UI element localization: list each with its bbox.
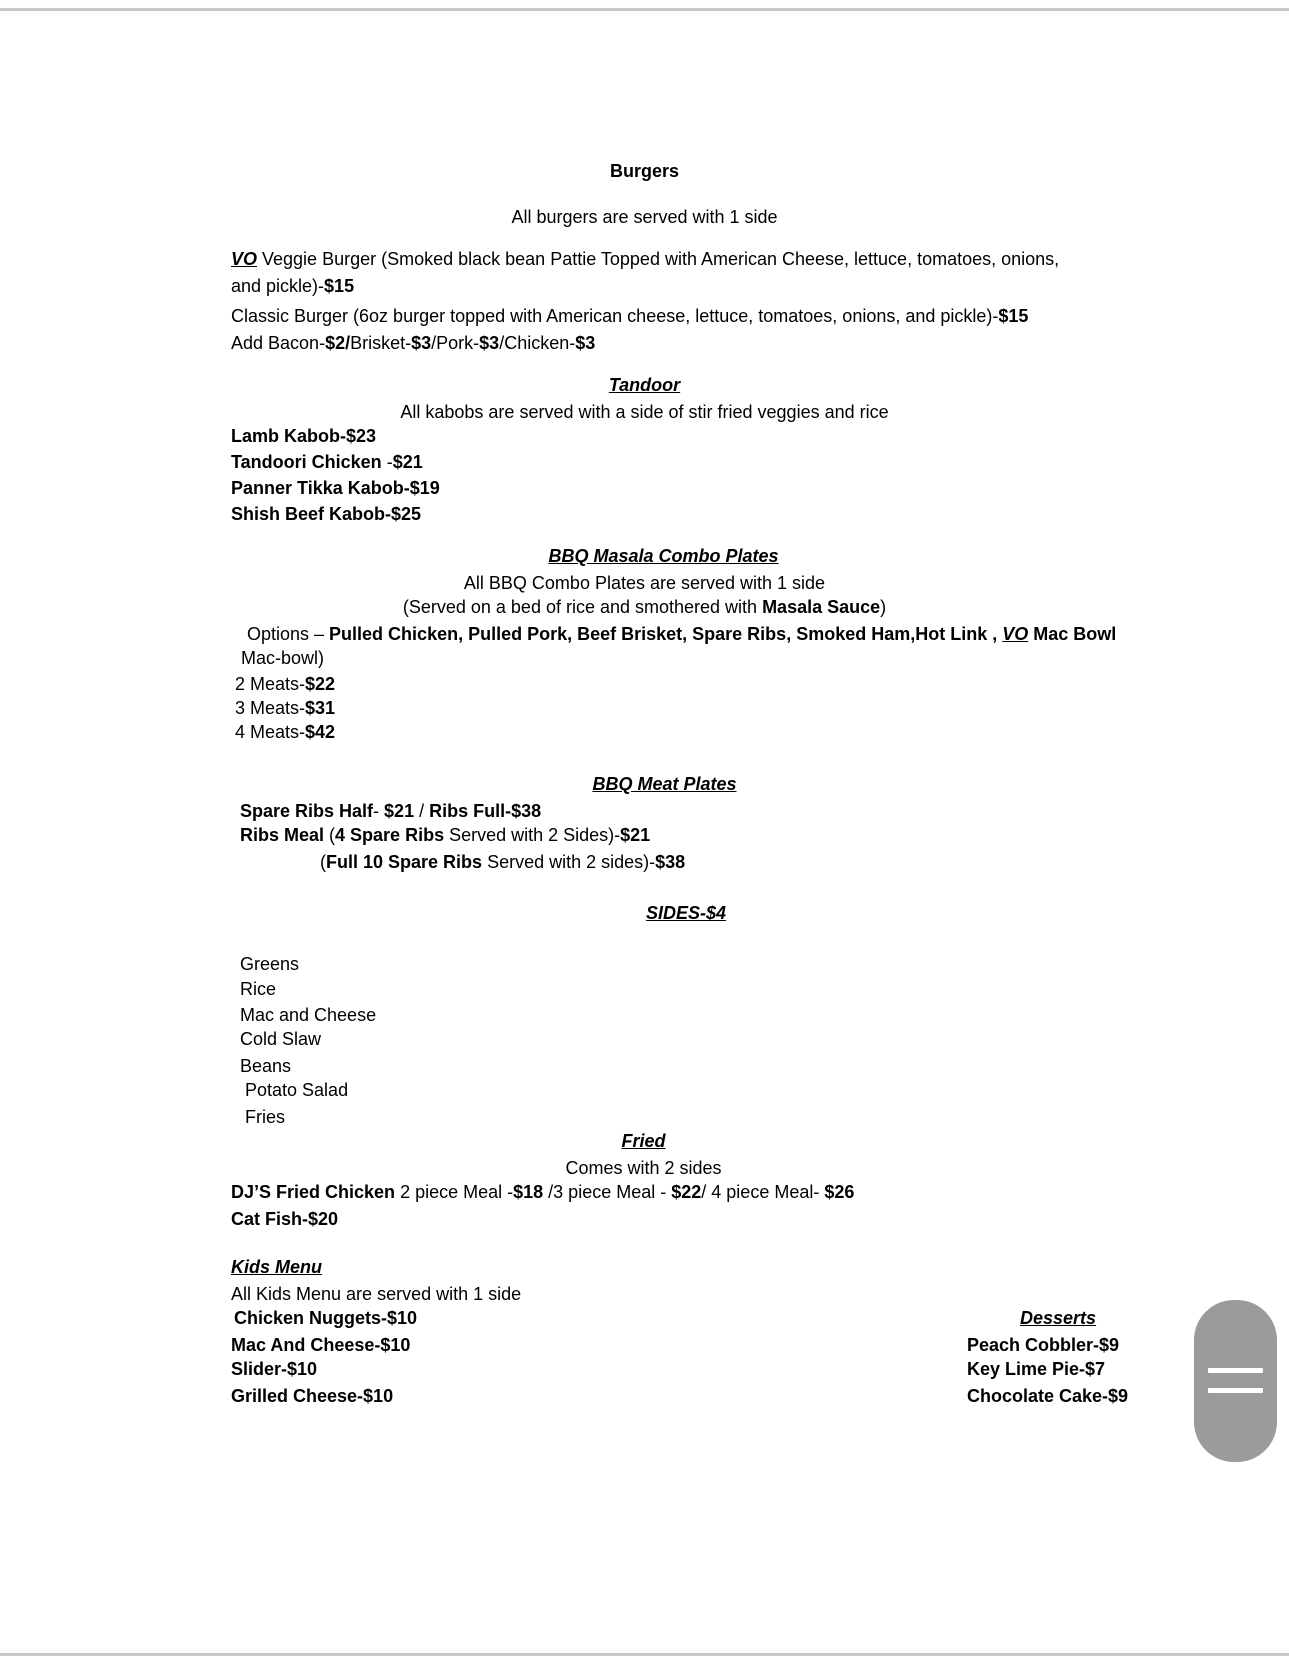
meat-label: 2 Meats- xyxy=(235,674,306,694)
classic-burger xyxy=(231,305,1028,327)
meal-2: 2 piece Meal - xyxy=(395,1182,514,1202)
options-label: Options – xyxy=(247,624,330,644)
meal-4: / 4 piece Meal- xyxy=(701,1182,825,1202)
addon-chicken: /Chicken- xyxy=(499,333,576,353)
full-ribs: Full 10 Spare Ribs xyxy=(326,852,483,872)
item-sep: - xyxy=(386,452,393,472)
meal-2-price: $18 xyxy=(513,1182,544,1202)
combo-heading: BBQ Masala Combo Plates xyxy=(548,546,779,566)
ribs-half: Spare Ribs Half xyxy=(240,801,374,821)
sep: - xyxy=(373,801,385,821)
spare-ribs-line xyxy=(240,800,541,822)
meat-plates-heading: BBQ Meat Plates xyxy=(592,774,737,794)
addon-pork-price: $3 xyxy=(479,333,500,353)
ribs-meal-line xyxy=(240,824,650,846)
side-item: Mac and Cheese xyxy=(240,1005,377,1025)
kids-item: Mac And Cheese-$10 xyxy=(231,1335,411,1355)
scroll-handle[interactable] xyxy=(1194,1300,1277,1462)
item-name: Panner Tikka Kabob- xyxy=(231,478,410,498)
item-name: Lamb Kabob- xyxy=(231,426,346,446)
kids-item: Slider-$10 xyxy=(231,1359,318,1379)
veggie-burger-text2: and pickle)- xyxy=(231,276,325,296)
side-item: Rice xyxy=(240,979,277,999)
side-item: Cold Slaw xyxy=(240,1029,322,1049)
meal-3: /3 piece Meal - xyxy=(543,1182,672,1202)
grip-line-icon xyxy=(1208,1368,1263,1373)
burgers-subtitle: All burgers are served with 1 side xyxy=(511,207,778,227)
fried-chicken-name: DJ’S Fried Chicken xyxy=(231,1182,396,1202)
tandoor-item xyxy=(231,477,440,499)
full-ribs-desc: Served with 2 sides)- xyxy=(482,852,656,872)
kids-heading: Kids Menu xyxy=(231,1257,323,1277)
served-text: (Served on a bed of rice and smothered with xyxy=(402,597,763,617)
meat-price: $22 xyxy=(305,674,336,694)
dessert-item: Chocolate Cake-$9 xyxy=(967,1386,1129,1406)
options-mac-bowl: Mac Bowl xyxy=(1028,624,1117,644)
side-item: Beans xyxy=(240,1056,292,1076)
veggie-burger-line1 xyxy=(231,248,1059,270)
combo-meats xyxy=(235,721,335,743)
addon-brisket-price: $3 xyxy=(411,333,432,353)
side-item: Potato Salad xyxy=(245,1080,349,1100)
side-item: Greens xyxy=(240,954,300,974)
tandoor-subtitle: All kabobs are served with a side of stir fried veggies and rice xyxy=(400,402,889,422)
classic-burger-text: Classic Burger (6oz burger topped with American cheese, lettuce, tomatoes, onions, and pickle)- xyxy=(231,306,999,326)
sep: ( xyxy=(320,852,326,872)
top-border xyxy=(0,8,1289,11)
combo-meats xyxy=(235,697,335,719)
combo-options-cont: Mac-bowl) xyxy=(241,648,325,668)
combo-subtitle: All BBQ Combo Plates are served with 1 side xyxy=(463,573,826,593)
fried-chicken-line xyxy=(231,1181,854,1203)
meat-price: $42 xyxy=(305,722,336,742)
ribs-meal: Ribs Meal xyxy=(240,825,325,845)
meat-price: $31 xyxy=(305,698,336,718)
combo-meats xyxy=(235,673,335,695)
addon-chicken-price: $3 xyxy=(575,333,596,353)
vo-tag: VO xyxy=(1002,624,1029,644)
tandoor-item xyxy=(231,425,376,447)
full-ribs-line xyxy=(320,851,685,873)
classic-burger-price: $15 xyxy=(998,306,1029,326)
item-price: $25 xyxy=(391,504,422,524)
ribs-meal-price: $21 xyxy=(620,825,651,845)
addon-bacon: Add Bacon- xyxy=(231,333,326,353)
sides-heading: SIDES-$4 xyxy=(645,903,727,923)
tandoor-item xyxy=(231,503,421,525)
veggie-burger-price: $15 xyxy=(324,276,355,296)
kids-item: Chicken Nuggets-$10 xyxy=(234,1308,418,1328)
meat-label: 3 Meats- xyxy=(235,698,306,718)
burger-addons xyxy=(231,332,595,354)
sep: / xyxy=(414,801,430,821)
meat-label: 4 Meats- xyxy=(235,722,306,742)
item-name: Tandoori Chicken xyxy=(231,452,387,472)
served-close: ) xyxy=(880,597,887,617)
veggie-burger-text: Veggie Burger (Smoked black bean Pattie Topped with American Cheese, lettuce, tomatoes, onions, xyxy=(257,249,1060,269)
ribs-desc: Served with 2 Sides)- xyxy=(444,825,621,845)
addon-brisket: Brisket- xyxy=(350,333,412,353)
ribs-half-price: $21 xyxy=(384,801,415,821)
dessert-item: Key Lime Pie-$7 xyxy=(967,1359,1106,1379)
vo-tag: VO xyxy=(231,249,258,269)
item-price: $19 xyxy=(409,478,440,498)
veggie-burger-line2 xyxy=(231,275,354,297)
meal-4-price: $26 xyxy=(824,1182,855,1202)
burgers-heading: Burgers xyxy=(609,161,680,181)
ribs-full: Ribs Full-$38 xyxy=(429,801,542,821)
fried-heading: Fried xyxy=(621,1131,666,1151)
item-name: Shish Beef Kabob- xyxy=(231,504,392,524)
dessert-item: Peach Cobbler-$9 xyxy=(967,1335,1120,1355)
side-item: Fries xyxy=(245,1107,285,1127)
sep: ( xyxy=(324,825,336,845)
tandoor-heading: Tandoor xyxy=(608,375,681,395)
combo-served xyxy=(0,596,1289,618)
meal-3-price: $22 xyxy=(671,1182,702,1202)
tandoor-item xyxy=(231,451,423,473)
bottom-border xyxy=(0,1653,1289,1656)
item-price: $21 xyxy=(392,452,423,472)
grip-line-icon xyxy=(1208,1388,1263,1393)
cat-fish: Cat Fish-$20 xyxy=(231,1209,339,1229)
full-ribs-price: $38 xyxy=(655,852,686,872)
ribs-count: 4 Spare Ribs xyxy=(335,825,445,845)
addon-pork: /Pork- xyxy=(431,333,480,353)
fried-subtitle: Comes with 2 sides xyxy=(565,1158,722,1178)
addon-bacon-price: $2/ xyxy=(325,333,351,353)
served-sauce: Masala Sauce xyxy=(762,597,881,617)
options-list: Pulled Chicken, Pulled Pork, Beef Brisket, Spare Ribs, Smoked Ham,Hot Link , xyxy=(329,624,1003,644)
desserts-heading: Desserts xyxy=(1020,1308,1097,1328)
item-price: $23 xyxy=(346,426,377,446)
kids-item: Grilled Cheese-$10 xyxy=(231,1386,394,1406)
kids-subtitle: All Kids Menu are served with 1 side xyxy=(231,1284,522,1304)
combo-options xyxy=(247,623,1116,645)
